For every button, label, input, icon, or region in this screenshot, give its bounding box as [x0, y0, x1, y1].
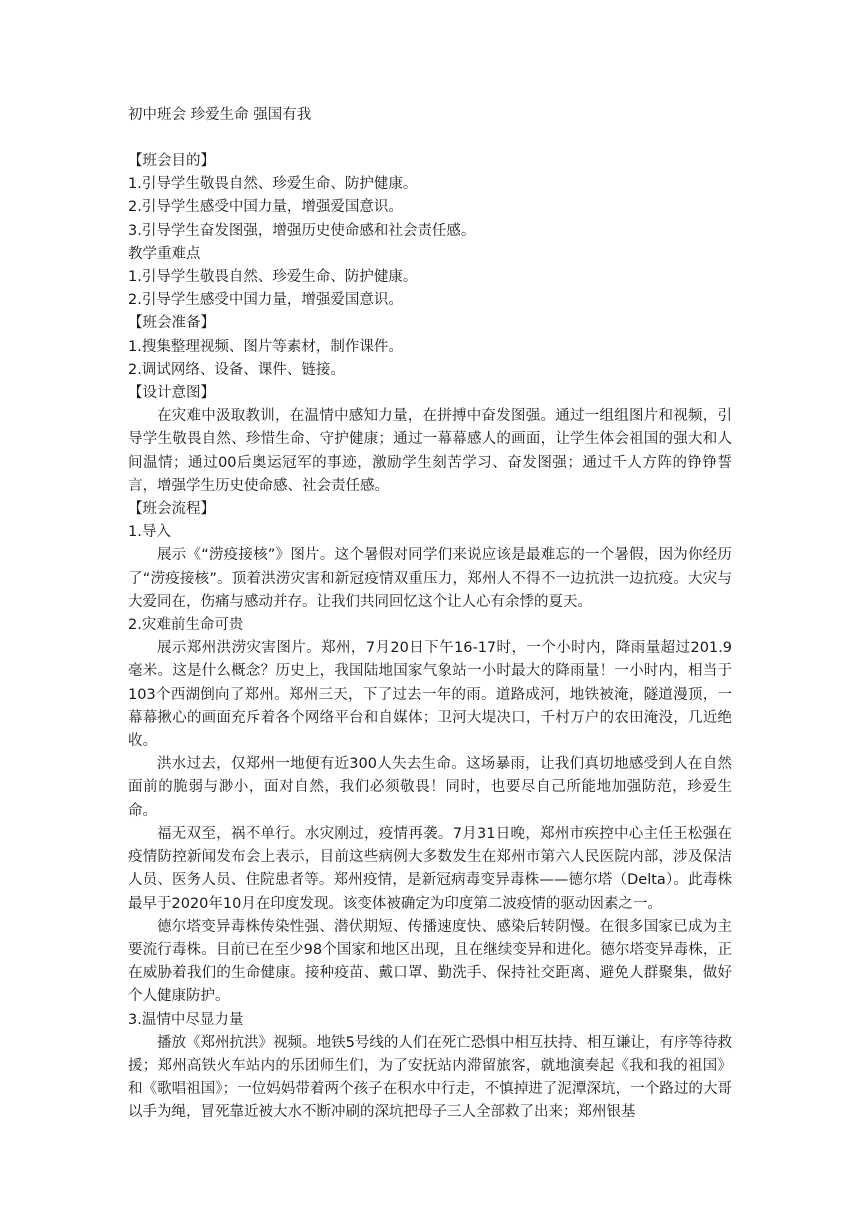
- document-title: 初中班会 珍爱生命 强国有我: [128, 107, 312, 123]
- preparation-item: 1.搜集整理视频、图片等素材，制作课件。: [128, 338, 403, 355]
- section-title: 3.温情中尽显力量: [128, 1011, 244, 1028]
- goal-item: 3.引导学生奋发图强，增强历史使命感和社会责任感。: [128, 222, 476, 239]
- section-paragraph: 播放《郑州抗洪》视频。地铁5号线的人们在死亡恐惧中相互扶持、相互谦让，有序等待救援；郑州高铁火车站内的乐团师生们，为了安抚站内滞留旅客，就地演奏起《我和我的祖国》和《歌唱祖国》；一位妈妈带着两个孩子在积水中行走，不慎掉进了泥潭深坑，一个路过的大哥以手为绳，冒死靠近被大水不断冲刷的深坑把母子三人全部救了出来；郑州银基: [128, 1034, 732, 1121]
- key-point-item: 2.引导学生感受中国力量，增强爱国意识。: [128, 292, 403, 309]
- preparation-heading: 【班会准备】: [128, 315, 215, 332]
- key-points-heading: 教学重难点: [128, 245, 201, 262]
- design-paragraph: 在灾难中汲取教训，在温情中感知力量，在拼搏中奋发图强。通过一组组图片和视频，引导学生敬畏自然、珍惜生命、守护健康；通过一幕幕感人的画面，让学生体会祖国的强大和人间温情；通过00后奥运冠军的事迹，激励学生刻苦学习、奋发图强；通过千人方阵的铮铮誓言，增强学生历史使命感、社会责任感。: [128, 408, 732, 494]
- design-heading: 【设计意图】: [128, 385, 215, 402]
- key-point-item: 1.引导学生敬畏自然、珍爱生命、防护健康。: [128, 269, 418, 286]
- section-paragraph: 德尔塔变异毒株传染性强、潜伏期短、传播速度快、感染后转阴慢。在很多国家已成为主要流行毒株。目前已在至少98个国家和地区出现，且在继续变异和进化。德尔塔变异毒株，正在威胁着我们的生命健康。接种疫苗、戴口罩、勤洗手、保持社交距离、避免人群聚集，做好个人健康防护。: [128, 918, 732, 1005]
- section-paragraph: 展示《“涝疫接核”》图片。这个暑假对同学们来说应该是最难忘的一个暑假，因为你经历了“涝疫接核”。顶着洪涝灾害和新冠疫情双重压力，郑州人不得不一边抗洪一边抗疫。大灾与大爱同在，伤痛与感动并存。让我们共同回忆这个让人心有余悸的夏天。: [128, 547, 732, 610]
- section-title: 2.灾难前生命可贵: [128, 617, 244, 634]
- goal-item: 1.引导学生敬畏自然、珍爱生命、防护健康。: [128, 176, 418, 193]
- goals-heading: 【班会目的】: [128, 153, 215, 169]
- section-paragraph: 福无双至，祸不单行。水灾刚过，疫情再袭。7月31日晚，郑州市疾控中心主任王松强在疫情防控新闻发布会上表示，目前这些病例大多数发生在郑州市第六人民医院内部，涉及保洁人员、医务人员、住院患者等。郑州疫情，是新冠病毒变异毒株——德尔塔（Delta）。此毒株最早于2020年10月在印度发现。该变体被确定为印度第二波疫情的驱动因素之一。: [128, 825, 732, 912]
- section-paragraph: 洪水过去，仅郑州一地便有近300人失去生命。这场暴雨，让我们真切地感受到人在自然面前的脆弱与渺小，面对自然，我们必须敬畏！同时，也要尽自己所能地加强防范，珍爱生命。: [128, 756, 732, 819]
- preparation-item: 2.调试网络、设备、课件、链接。: [128, 361, 345, 378]
- process-heading: 【班会流程】: [128, 501, 215, 518]
- goal-item: 2.引导学生感受中国力量，增强爱国意识。: [128, 199, 403, 216]
- section-title: 1.导入: [128, 524, 171, 541]
- section-paragraph: 展示郑州洪涝灾害图片。郑州，7月20日下午16-17时，一个小时内，降雨量超过201.9毫米。这是什么概念？历史上，我国陆地国家气象站一小时最大的降雨量！一小时内，相当于103个西湖倒向了郑州。郑州三天，下了过去一年的雨。道路成河，地铁被淹，隧道漫顶，一幕幕揪心的画面充斥着各个网络平台和自媒体；卫河大堤决口，千村万户的农田淹没，几近绝收。: [128, 640, 732, 750]
